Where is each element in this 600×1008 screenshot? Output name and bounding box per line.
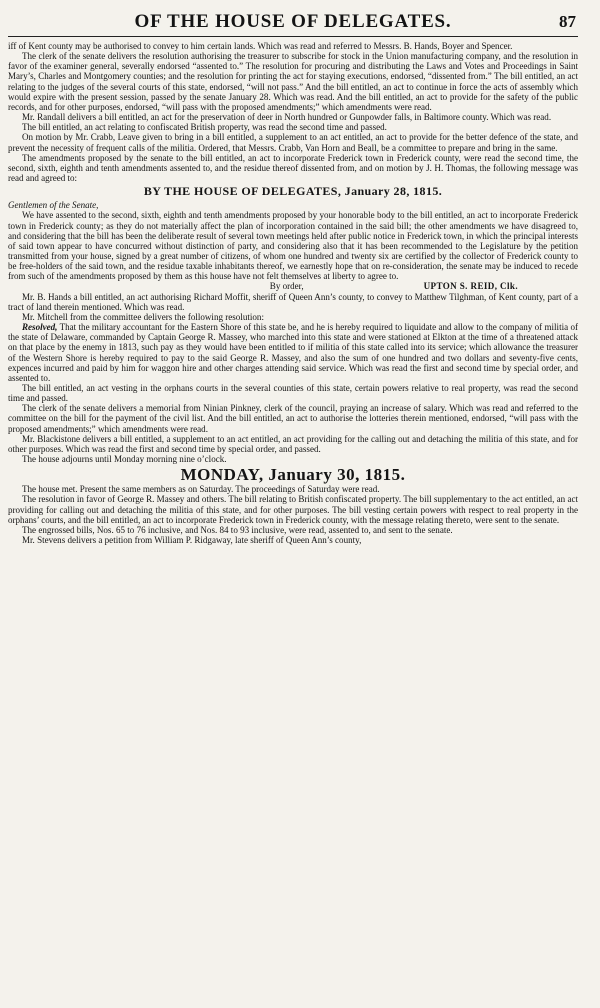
message-heading: BY THE HOUSE OF DELEGATES, January 28, 1815. (143, 184, 443, 199)
paragraph: Mr. Mitchell from the committee delivers the following resolution: (22, 311, 264, 322)
paragraph: Mr. Randall delivers a bill entitled, an act for the preservation of deer in North hundred or Gunpowder falls, in Baltimore county. Which was read. (22, 112, 552, 123)
message-salutation: Gentlemen of the Senate, (8, 200, 99, 211)
paragraph: Mr. Blackistone delivers a bill entitled, a supplement to an act entitled, an act providing for the calling out and detaching the militia of this state, and for other purposes. Which was read the first and second time by special order, and passed. (8, 433, 578, 454)
paragraph: The engrossed bills, Nos. 65 to 76 inclusive, and Nos. 84 to 93 inclusive, were read, assented to, and sent to the senate. (22, 524, 453, 535)
paragraph: On motion by Mr. Crabb, Leave given to bring in a bill entitled, a supplement to an act entitled, an act to provide for the better defence of the state, and prevent the necessity of frequent calls of the militia. Ordered, that Messrs. Crabb, Van Horn and Beall, be a committee to prepare and bring in the same. (8, 132, 578, 153)
paragraph: iff of Kent county may be authorised to convey to him certain lands. Which was read and referred to Messrs. B. Hands, Boyer and Spencer. (8, 41, 513, 51)
paragraph: Mr. B. Hands a bill entitled, an act authorising Richard Moffit, sheriff of Queen Ann’s county, to convey to Matthew Tilghman, of Kent county, part of a tract of land therein mentioned. Which was read. (8, 291, 578, 312)
resolution-text: That the military accountant for the Eastern Shore of this state be, and he is hereby required to liquidate and allow to the company of militia of the state of Delaware, commanded by Captain George R. Massey, who marched into this state and were stationed at Elkton at the time of a threatened attack on that place by the enemy in 1813, such pay as they would have been entitled to if militia of this state called into its service; which allowance the treasurer of the Western Shore is hereby required to pay to the said George R. Massey, and also the sum of one hundred and two dollars and seventy-five cents, expences incurred and paid by him for waggon hire and other charges attending said service. Which was read the first and second time by special order, and assented to. (8, 322, 578, 383)
paragraph: The amendments proposed by the senate to the bill entitled, an act to incorporate Frederick town in Frederick county, were read the second time, the second, sixth, eighth and tenth amendments assented to, and the residue thereof dissented from, and on motion by J. H. Thomas, the following message was read and agreed to: (8, 152, 578, 184)
paragraph: The house met. Present the same members as on Saturday. The proceedings of Saturday were read. (22, 484, 380, 495)
clerk-signature: UPTON S. REID, Clk. (423, 281, 518, 292)
day-heading: MONDAY, January 30, 1815. (180, 465, 406, 485)
paragraph: The bill entitled, an act vesting in the orphans courts in the several counties of this state, certain powers relative to real property, was read the second time and passed. (8, 383, 578, 404)
paragraph: The clerk of the senate delivers a memorial from Ninian Pinkney, clerk of the council, praying an increase of salary. Which was read and referred to the committee on the bill for the payment of the civil list. And the bill entitled, an act to authorise the lotteries therein mentioned, endorsed, “will pass with the proposed amendments;” which amendments were read. (8, 403, 578, 434)
page-header (8, 10, 578, 37)
message-text: We have assented to the second, sixth, eighth and tenth amendments proposed by your honorable body to the bill entitled, an act to incorporate Frederick town in Frederick county; as they do not materially affect the plan of incorporation contained in the said bill; the other amendments we have disagreed to, and considering that the bill has been the deliberate result of several town meetings held after public notice in Frederick town, in which the principal interests of said town appear to have concurred without distinction of party, and considering also that it has been recommended to the Legislature by the petition transmitted from your house, signed by a great number of citizens, of whom one hundred and twenty six are certified by the collector of Frederick county to be free-holders of the said town, and the residue taxable inhabitants thereof, we earnestly hope that on re-consideration, the senate may be induced to recede from such of the amendments proposed by them as this house have not felt themselves at liberty to agree to. (8, 210, 578, 282)
resolution-lead: Resolved, (22, 322, 58, 333)
paragraph: The bill entitled, an act relating to confiscated British property, was read the second time and passed. (22, 122, 387, 133)
paragraph: The resolution in favor of George R. Massey and others. The bill relating to British confiscated property. The bill supplementary to the act entitled, an act providing for calling out and detaching the militia of this state, and for other purposes. The bill vesting certain powers with respect to real property in the orphans’ courts, and the bill entitled, an act to incorporate Frederick town in Frederick county, with the message relating thereto, were sent to the senate. (8, 494, 578, 525)
paragraph: Mr. Stevens delivers a petition from William P. Ridgaway, late sheriff of Queen Ann’s county, (22, 535, 362, 546)
paragraph: The house adjourns until Monday morning nine o’clock. (22, 454, 227, 465)
by-order-label: By order, (269, 281, 304, 292)
resolution-paragraph (8, 322, 578, 383)
document-body (8, 41, 578, 545)
page-title: OF THE HOUSE OF DELEGATES. (134, 11, 452, 32)
paragraph: The clerk of the senate delivers the resolution authorising the treasurer to subscribe for stock in the Union manufacturing company, and the resolution in favor of the examiner general, severally endorsed “assented to.” The resolution for procuring and distributing the Laws and Votes and Proceedings in Saint Mary’s, Charles and Montgomery counties; and the resolution for printing the act for staying executions, endorsed, “dissented from.” The bill entitled, an act relating to the judges of the several courts of this state, endorsed, “will not pass.” And the bill entitled, an act to continue in force the acts of assembly which would expire with the present session, passed by the senate January 28. Which was read. And the bill entitled, an act to provide for the safety of the public records, and for other purposes, endorsed, “will pass with the proposed amendments;” which amendments were read. (8, 51, 578, 112)
message-signoff (8, 281, 578, 291)
page-number: 87 (559, 12, 576, 31)
